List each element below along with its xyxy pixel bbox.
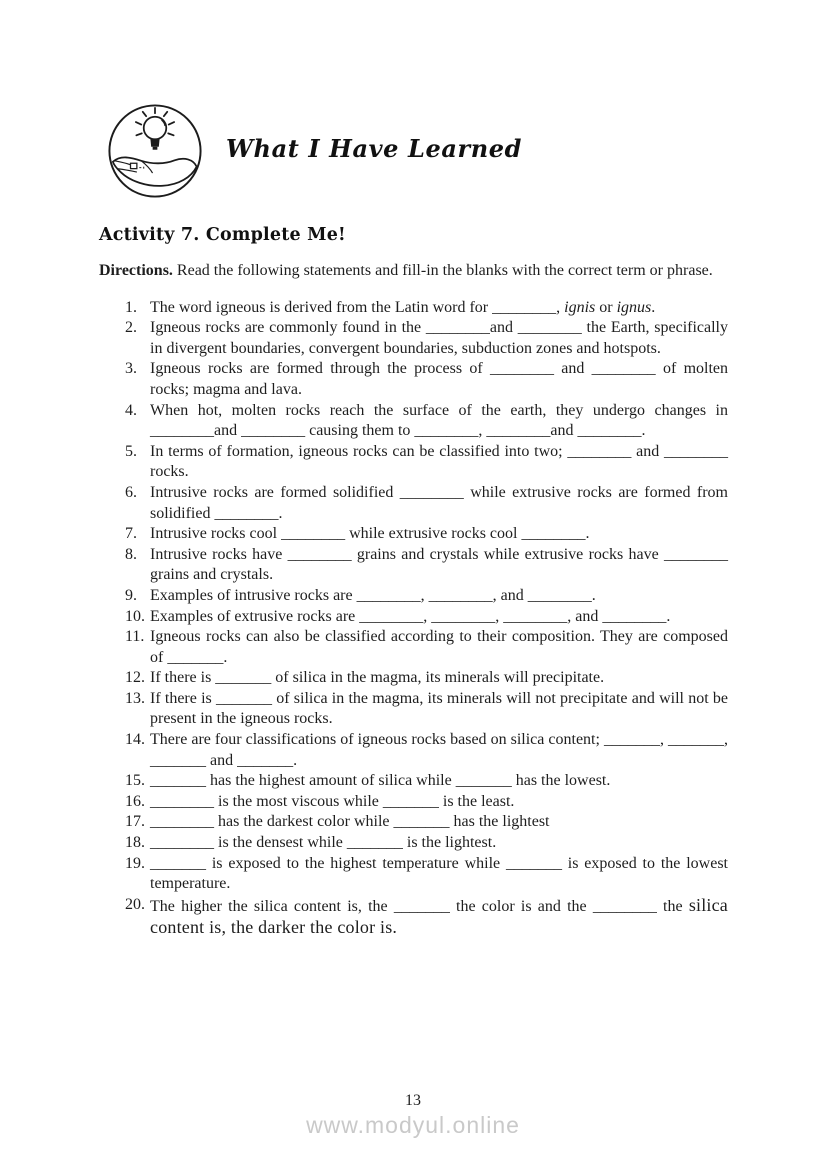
statement-number: 18. [125, 834, 145, 852]
statement-item [125, 730, 728, 771]
statement-text: Igneous rocks can also be classified according to their composition. They are composed of _______. [150, 628, 728, 666]
statement-item [125, 689, 728, 730]
statement-text: When hot, molten rocks reach the surface of the earth, they undergo changes in ________and ________ causing them to ________, ________and ________. [150, 401, 728, 440]
content-area [99, 261, 728, 940]
statement-number: 1. [125, 298, 137, 316]
statement-text: Examples of extrusive rocks are ________, ________, ________, and ________. [150, 607, 671, 625]
statement-text: The word igneous is derived from the Latin word for ________, [150, 298, 565, 316]
statement-text: Intrusive rocks cool ________ while extrusive rocks cool ________. [150, 525, 590, 543]
section-title: What I Have Learned [226, 133, 523, 163]
statements-list [125, 298, 728, 940]
statement-text: or [595, 298, 617, 316]
statement-text: silica content is, the darker the color is. [150, 894, 728, 938]
statement-number: 12. [125, 669, 145, 687]
directions [99, 261, 728, 282]
statement-number: 13. [125, 689, 145, 707]
statement-text: If there is _______ of silica in the magma, its minerals will precipitate. [150, 669, 605, 687]
statement-text: Igneous rocks are commonly found in the ________and ________ the Earth, specifically in divergent boundaries, convergent boundaries, subduction zones and hotspots. [150, 319, 728, 357]
statement-item [125, 771, 728, 792]
statement-item [125, 298, 728, 319]
statement-number: 16. [125, 792, 145, 810]
statement-number: 5. [125, 442, 137, 460]
statement-item [125, 833, 728, 854]
statement-item [125, 792, 728, 813]
lightbulb-in-hand-icon [106, 102, 204, 200]
activity-heading: Activity 7. Complete Me! [99, 225, 346, 245]
statement-text: _______ is exposed to the highest temperature while _______ is exposed to the lowest temperature. [150, 854, 728, 893]
statement-item [125, 895, 728, 940]
statement-number: 2. [125, 319, 137, 337]
statement-number: 3. [125, 360, 137, 378]
statement-item [125, 442, 728, 483]
statement-text: The higher the silica content is, the _______ the color is and the ________ the [150, 897, 689, 915]
statement-item [125, 607, 728, 628]
statement-number: 6. [125, 483, 137, 501]
statement-text: Examples of intrusive rocks are ________, ________, and ________. [150, 586, 596, 604]
statement-number: 15. [125, 772, 145, 790]
statement-number: 14. [125, 731, 145, 749]
statement-number: 19. [125, 854, 145, 872]
statement-text: ________ is the most viscous while _______ is the least. [150, 792, 515, 810]
statement-item [125, 318, 728, 359]
statement-number: 10. [125, 607, 145, 625]
section-header [106, 102, 522, 200]
statement-item [125, 854, 728, 895]
statement-number: 8. [125, 545, 137, 563]
watermark: www.modyul.online [306, 1112, 520, 1138]
directions-label: Directions. [99, 262, 173, 279]
statement-item [125, 668, 728, 689]
statement-number: 20. [125, 895, 145, 913]
statement-number: 7. [125, 525, 137, 543]
statement-item [125, 483, 728, 524]
statement-text: In terms of formation, igneous rocks can be classified into two; ________ and ________ rocks. [150, 442, 728, 481]
statement-item [125, 627, 728, 668]
directions-text: Read the following statements and fill-in the blanks with the correct term or phrase. [172, 262, 713, 279]
statement-text: ignus [616, 298, 652, 316]
statement-text: If there is _______ of silica in the magma, its minerals will not precipitate and will not be present in the igneous rocks. [150, 689, 728, 728]
statement-text: There are four classifications of igneous rocks based on silica content; _______, _______, _______ and _______. [150, 731, 728, 769]
statement-number: 11. [125, 628, 145, 646]
statement-number: 17. [125, 813, 145, 831]
statement-text: ignis [564, 298, 596, 316]
statement-number: 9. [125, 586, 137, 604]
statement-item [125, 545, 728, 586]
statement-text: Intrusive rocks are formed solidified ________ while extrusive rocks are formed from solidified ________. [150, 483, 728, 522]
statement-text: Intrusive rocks have ________ grains and crystals while extrusive rocks have ________ grains and crystals. [150, 545, 728, 584]
statement-text: ________ is the densest while _______ is the lightest. [150, 834, 497, 852]
statement-text: ________ has the darkest color while _______ has the lightest [150, 813, 550, 831]
statement-number: 4. [125, 401, 137, 419]
statement-text: Igneous rocks are formed through the process of ________ and ________ of molten rocks; magma and lava. [150, 360, 728, 398]
statement-item [125, 401, 728, 442]
statement-item [125, 586, 728, 607]
page-number: 13 [405, 1092, 421, 1109]
statement-item [125, 812, 728, 833]
statement-item [125, 524, 728, 545]
statement-text: _______ has the highest amount of silica while _______ has the lowest. [150, 772, 611, 790]
statement-item [125, 359, 728, 400]
statement-text: . [651, 298, 656, 316]
